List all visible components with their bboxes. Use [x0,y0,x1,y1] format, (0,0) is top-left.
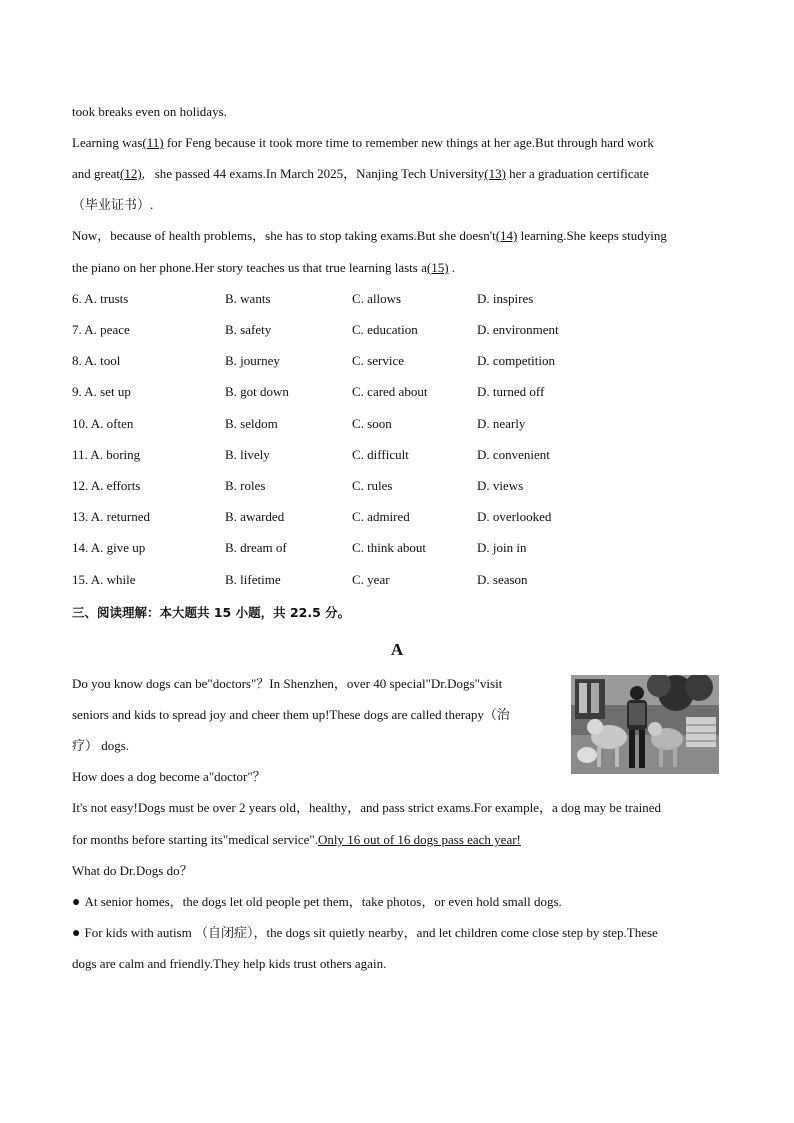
option-a: 12. A. efforts [72,478,141,493]
option-a: 6. A. trusts [72,291,129,306]
reading-line: dogs are calm and friendly.They help kids trust others again. [72,956,387,971]
blank-14: (14) [495,228,518,243]
section-title: 三、阅读理解：本大题共 15 小题，共 22.5 分。 [72,605,351,620]
option-d: D. competition [477,353,555,368]
bullet-icon: ● [72,926,81,941]
passage-line: Now，because of health problems，she has to stop taking exams.But she doesn't(14) learning.She keeps studying [72,228,667,243]
option-d: D. inspires [477,291,534,306]
option-a: 8. A. tool [72,353,121,368]
option-b: B. awarded [225,509,285,524]
option-row-15 [72,571,712,589]
blank-13: (13) [484,166,506,181]
option-b: B. dream of [225,540,287,555]
passage-line: （毕业证书）. [72,197,154,212]
option-row-12 [72,477,712,495]
blank-11: (11) [142,135,164,150]
option-c: C. service [352,353,404,368]
option-a: 10. A. often [72,416,134,431]
blank-15: (15) [426,260,449,275]
option-row-9 [72,383,712,401]
option-d: D. views [477,478,524,493]
reading-line: Do you know dogs can be"doctors"？In Shenzhen，over 40 special"Dr.Dogs"visit [72,676,503,691]
option-a: 15. A. while [72,572,136,587]
option-a: 14. A. give up [72,540,146,555]
therapy-dogs-photo [571,675,719,774]
passage-heading: A [390,640,404,659]
option-row-11 [72,446,712,464]
option-d: D. overlooked [477,509,552,524]
bullet-item: ● For kids with autism （自闭症），the dogs sit quietly nearby，and let children come close step by step.These [72,925,658,941]
bullet-item: ● At senior homes，the dogs let old people pet them，take photos，or even hold small dogs. [72,894,562,910]
option-b: B. lifetime [225,572,281,587]
option-d: D. nearly [477,416,526,431]
blank-12: (12) [120,166,142,181]
option-d: D. convenient [477,447,550,462]
passage-line: and great(12), she passed 44 exams.In March 2025，Nanjing Tech University(13) her a graduation certificate [72,166,649,181]
option-b: B. seldom [225,416,278,431]
reading-line: for months before starting its"medical service".Only 16 out of 16 dogs pass each year! [72,832,521,847]
option-b: B. safety [225,322,272,337]
reading-question: What do Dr.Dogs do？ [72,863,193,878]
reading-line: 疗） dogs. [72,738,130,753]
option-c: C. cared about [352,384,428,399]
reading-line: It's not easy!Dogs must be over 2 years old，healthy，and pass strict exams.For example，a dog may be trained [72,800,662,815]
option-c: C. rules [352,478,393,493]
option-a: 11. A. boring [72,447,141,462]
option-row-10 [72,415,712,433]
option-row-7 [72,321,712,339]
option-row-13 [72,508,712,526]
passage-line: the piano on her phone.Her story teaches us that true learning lasts a(15) . [72,260,456,275]
option-c: C. difficult [352,447,409,462]
passage-line: Learning was(11) for Feng because it took more time to remember new things at her age.But through hard work [72,135,654,150]
option-b: B. got down [225,384,289,399]
option-b: B. wants [225,291,271,306]
option-row-6 [72,290,712,308]
option-b: B. roles [225,478,266,493]
option-c: C. soon [352,416,392,431]
option-c: C. allows [352,291,402,306]
option-a: 9. A. set up [72,384,131,399]
option-c: C. think about [352,540,427,555]
option-row-14 [72,539,712,557]
underlined-sentence: Only 16 out of 16 dogs pass each year! [317,832,521,847]
passage-line: took breaks even on holidays. [72,104,227,119]
option-d: D. turned off [477,384,545,399]
option-row-8 [72,352,712,370]
option-d: D. season [477,572,528,587]
option-b: B. lively [225,447,270,462]
option-d: D. environment [477,322,559,337]
option-d: D. join in [477,540,527,555]
option-c: C. education [352,322,418,337]
option-b: B. journey [225,353,280,368]
option-a: 13. A. returned [72,509,150,524]
option-c: C. admired [352,509,410,524]
reading-question: How does a dog become a"doctor"？ [72,769,266,784]
option-c: C. year [352,572,390,587]
reading-line: seniors and kids to spread joy and cheer them up!These dogs are called therapy（治 [72,707,510,722]
option-a: 7. A. peace [72,322,130,337]
bullet-icon: ● [72,895,81,910]
